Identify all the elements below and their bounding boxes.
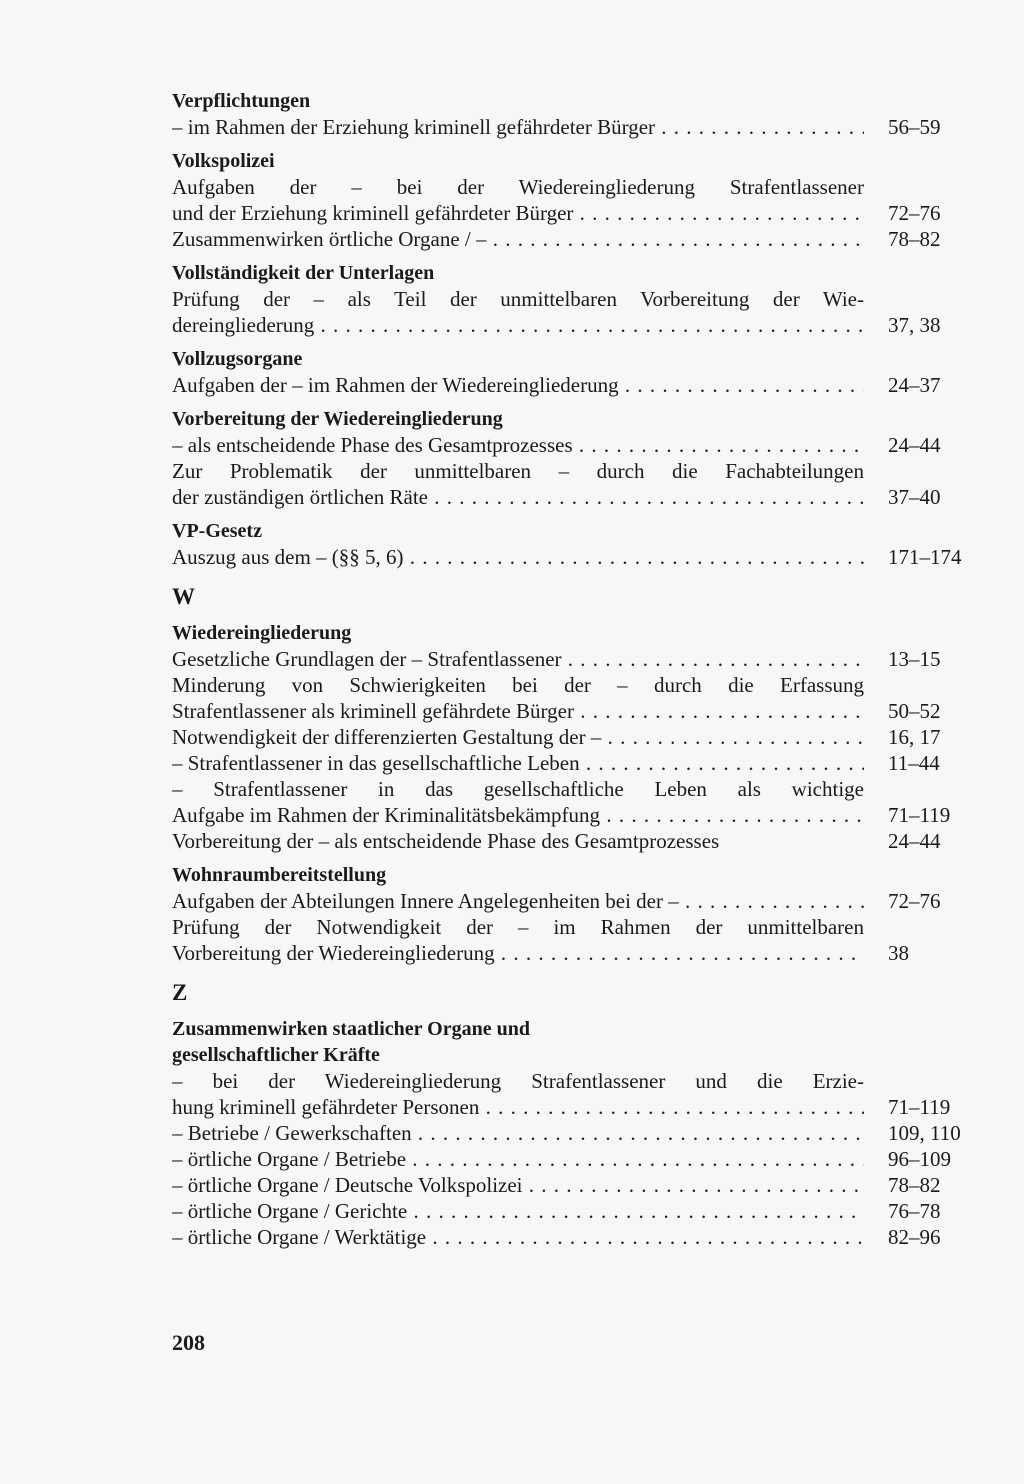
- index-entry-text: – Strafentlassener in das gesellschaftliche Leben . . .: [172, 750, 864, 776]
- index-entry-text: und der Erziehung kriminell gefährdeter Bürger . . .: [172, 200, 864, 226]
- index-list: [172, 88, 967, 1250]
- index-entry-pages: 11–44: [888, 751, 940, 775]
- index-entry: [172, 1172, 967, 1198]
- index-entry: [172, 1120, 967, 1146]
- index-entry-pages: 24–44: [888, 433, 941, 457]
- index-entry-multiline: [172, 776, 967, 802]
- index-entry: [172, 1198, 967, 1224]
- index-entry-pages: 171–174: [888, 545, 962, 569]
- index-entry-multiline: [172, 914, 967, 940]
- index-entry: [172, 940, 967, 966]
- index-entry-pages: 78–82: [888, 227, 941, 251]
- index-entry-line: Prüfung der Notwendigkeit der – im Rahmen der unmittelbaren: [172, 915, 864, 939]
- index-entry: [172, 1224, 967, 1250]
- index-entry-text: – örtliche Organe / Betriebe . . .: [172, 1146, 864, 1172]
- index-entry-pages: 109, 110: [888, 1121, 961, 1145]
- index-entry: [172, 888, 967, 914]
- index-entry-text: Vorbereitung der – als entscheidende Phase des Gesamtprozesses: [172, 829, 720, 853]
- index-entry-multiline: [172, 672, 967, 698]
- index-entry: [172, 802, 967, 828]
- index-entry-text: – Betriebe / Gewerkschaften . . .: [172, 1120, 864, 1146]
- index-entry: [172, 114, 967, 140]
- index-heading: Wohnraumbereitstellung: [172, 864, 387, 886]
- index-entry-text: Notwendigkeit der differenzierten Gestaltung der – . . .: [172, 724, 864, 750]
- index-heading: Vollständigkeit der Unterlagen: [172, 262, 435, 284]
- index-heading: Wiedereingliederung: [172, 622, 352, 644]
- page-number: 208: [172, 1330, 205, 1355]
- index-entry-text: – örtliche Organe / Deutsche Volkspolizei . . .: [172, 1172, 864, 1198]
- index-entry-pages: 50–52: [888, 699, 941, 723]
- index-letter: Z: [172, 980, 188, 1005]
- index-entry-pages: 16, 17: [888, 725, 941, 749]
- index-entry: [172, 200, 967, 226]
- index-entry-pages: 13–15: [888, 647, 941, 671]
- index-entry-text: Aufgaben der Abteilungen Innere Angelegenheiten bei der – . . .: [172, 888, 864, 914]
- index-entry-text: Zusammenwirken örtliche Organe / – . . .: [172, 226, 864, 252]
- index-entry: [172, 828, 967, 854]
- index-heading-continued: gesellschaftlicher Kräfte: [172, 1044, 380, 1066]
- index-entry-multiline: [172, 1068, 967, 1094]
- index-entry-text: Aufgaben der – im Rahmen der Wiedereingliederung . . .: [172, 372, 864, 398]
- index-entry: [172, 432, 967, 458]
- index-entry-pages: 76–78: [888, 1199, 941, 1223]
- index-entry-line: Aufgaben der – bei der Wiedereingliederung Strafentlassener: [172, 175, 864, 199]
- index-entry-line: Zur Problematik der unmittelbaren – durch die Fachabteilungen: [172, 459, 864, 483]
- index-entry-pages: 96–109: [888, 1147, 951, 1171]
- index-entry-text: – als entscheidende Phase des Gesamtprozesses . . .: [172, 432, 864, 458]
- index-entry-text: Gesetzliche Grundlagen der – Strafentlassener . . .: [172, 646, 864, 672]
- index-entry-line: Prüfung der – als Teil der unmittelbaren Vorbereitung der Wie-: [172, 287, 864, 311]
- index-entry-text: Aufgabe im Rahmen der Kriminalitätsbekämpfung . . .: [172, 802, 864, 828]
- index-entry: [172, 1094, 967, 1120]
- index-heading: Verpflichtungen: [172, 90, 311, 112]
- index-heading: Zusammenwirken staatlicher Organe und: [172, 1018, 530, 1040]
- index-entry-pages: 72–76: [888, 889, 941, 913]
- index-entry-pages: 82–96: [888, 1225, 941, 1249]
- index-entry-line: – Strafentlassener in das gesellschaftliche Leben als wichtige: [172, 777, 864, 801]
- index-entry-multiline: [172, 174, 967, 200]
- index-entry: [172, 724, 967, 750]
- index-entry: [172, 1146, 967, 1172]
- index-entry: [172, 698, 967, 724]
- index-entry-pages: 78–82: [888, 1173, 941, 1197]
- index-entry-text: hung kriminell gefährdeter Personen . . .: [172, 1094, 864, 1120]
- index-entry: [172, 544, 967, 570]
- index-entry-pages: 38: [888, 941, 909, 965]
- index-entry-line: – bei der Wiedereingliederung Strafentlassener und die Erzie-: [172, 1069, 864, 1093]
- index-entry-pages: 72–76: [888, 201, 941, 225]
- index-heading: Vollzugsorgane: [172, 348, 303, 370]
- index-entry-text: Auszug aus dem – (§§ 5, 6) . . .: [172, 544, 864, 570]
- index-heading: Volkspolizei: [172, 150, 275, 172]
- index-letter: W: [172, 584, 195, 609]
- index-entry: [172, 484, 967, 510]
- index-entry-pages: 24–44: [888, 829, 941, 853]
- index-entry: [172, 312, 967, 338]
- index-entry-pages: 37–40: [888, 485, 941, 509]
- index-heading: VP-Gesetz: [172, 520, 262, 542]
- index-entry-text: – örtliche Organe / Gerichte . . .: [172, 1198, 864, 1224]
- index-entry-multiline: [172, 286, 967, 312]
- index-entry-text: – örtliche Organe / Werktätige . . .: [172, 1224, 864, 1250]
- index-entry: [172, 646, 967, 672]
- index-entry: [172, 750, 967, 776]
- index-entry-pages: 56–59: [888, 115, 941, 139]
- index-entry: [172, 226, 967, 252]
- index-entry-text: – im Rahmen der Erziehung kriminell gefährdeter Bürger . . .: [172, 114, 864, 140]
- index-entry-text: der zuständigen örtlichen Räte . . .: [172, 484, 864, 510]
- index-entry-line: Minderung von Schwierigkeiten bei der – durch die Erfassung: [172, 673, 864, 697]
- index-entry-multiline: [172, 458, 967, 484]
- index-entry-text: Strafentlassener als kriminell gefährdete Bürger . . .: [172, 698, 864, 724]
- index-entry-pages: 24–37: [888, 373, 941, 397]
- index-entry-text: dereingliederung . . .: [172, 312, 864, 338]
- index-entry-pages: 71–119: [888, 803, 951, 827]
- index-heading: Vorbereitung der Wiedereingliederung: [172, 408, 503, 430]
- index-entry-pages: 37, 38: [888, 313, 941, 337]
- index-entry: [172, 372, 967, 398]
- index-entry-text: Vorbereitung der Wiedereingliederung . . .: [172, 940, 864, 966]
- index-entry-pages: 71–119: [888, 1095, 951, 1119]
